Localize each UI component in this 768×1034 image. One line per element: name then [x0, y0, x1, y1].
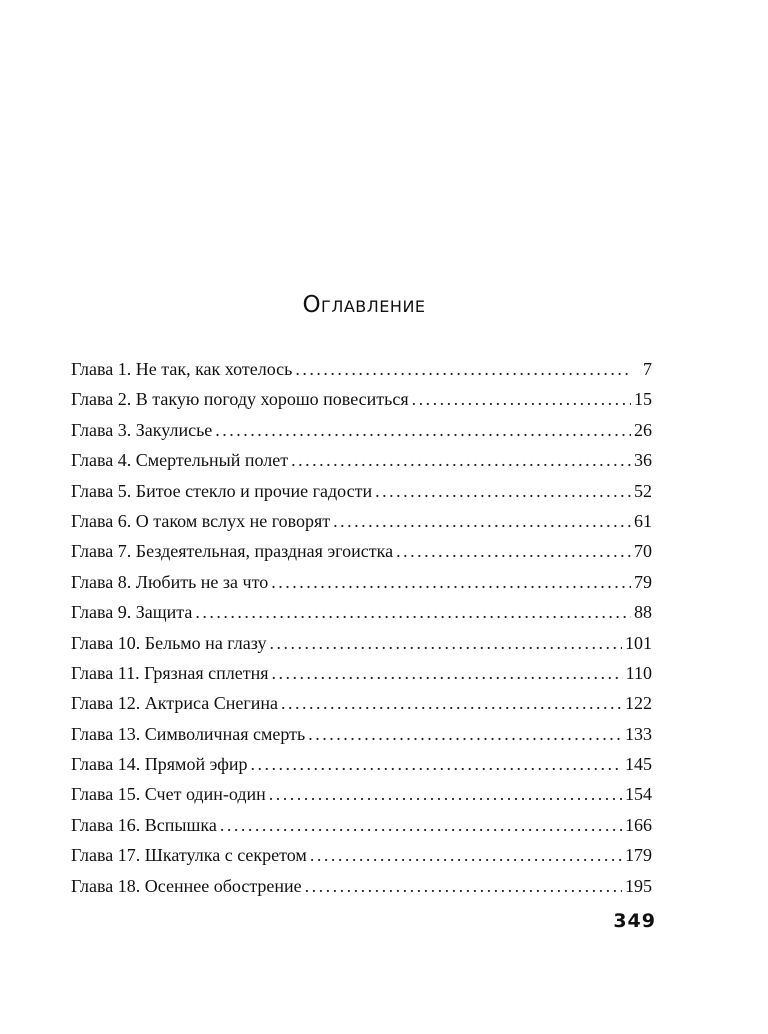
toc-entry-page: 61 — [634, 510, 652, 531]
toc-entry-label: Глава 1. Не так, как хотелось — [71, 359, 293, 379]
toc-entry-page: 179 — [625, 845, 652, 866]
toc-entry — [71, 810, 652, 840]
toc-entry-label: Глава 16. Вспышка — [71, 814, 217, 835]
dot-leader — [215, 415, 631, 445]
toc-entry-page: 133 — [625, 723, 652, 744]
toc-entry-page: 52 — [634, 480, 652, 501]
toc-entry-label: Глава 12. Актриса Снегина — [71, 693, 278, 714]
toc-entry-label: Глава 10. Бельмо на глазу — [71, 632, 267, 653]
toc-entry-label: Глава 15. Счет один-один — [71, 784, 266, 805]
dot-leader — [272, 658, 623, 688]
toc-entry — [71, 384, 652, 414]
toc-entry-label: Глава 13. Символичная смерть — [71, 723, 306, 744]
toc-entry-page: 195 — [625, 875, 652, 896]
toc-entry-label: Глава 5. Битое стекло и прочие гадости — [71, 480, 373, 501]
toc-entry-label: Глава 6. О таком вслух не говорят — [71, 510, 331, 531]
toc-entry — [71, 567, 652, 597]
toc-entry-label: Глава 4. Смертельный полет — [71, 450, 289, 471]
toc-entry-page: 88 — [634, 602, 652, 623]
toc-entry-page: 110 — [625, 662, 652, 683]
toc-entry-page: 154 — [625, 784, 652, 805]
toc-entry — [71, 749, 652, 779]
toc-entry-page: 36 — [634, 450, 652, 471]
toc-entry-page: 26 — [634, 419, 652, 440]
dot-leader — [269, 779, 622, 809]
toc-entry — [71, 415, 652, 445]
toc-entry — [71, 597, 652, 627]
dot-leader — [269, 628, 622, 658]
toc-entry-page: 166 — [625, 814, 652, 835]
toc-entry — [71, 354, 652, 384]
dot-leader — [310, 840, 622, 870]
dot-leader — [251, 749, 623, 779]
dot-leader — [195, 597, 631, 627]
toc-entry — [71, 779, 652, 809]
toc-entry — [71, 658, 652, 688]
page-title: Оглавление — [302, 292, 426, 318]
toc-entry-label: Глава 7. Бездеятельная, праздная эгоистка — [71, 541, 394, 562]
toc-entry-label: Глава 2. В такую погоду хорошо повеситься — [71, 389, 409, 410]
toc-entry-page: 70 — [634, 541, 652, 562]
toc-entry — [71, 688, 652, 718]
toc-entry-label: Глава 8. Любить не за что — [71, 571, 269, 592]
dot-leader — [396, 536, 631, 566]
toc-entry — [71, 476, 652, 506]
dot-leader — [281, 688, 622, 718]
dot-leader — [295, 354, 631, 384]
dot-leader — [375, 476, 631, 506]
dot-leader — [291, 445, 631, 475]
toc-entry-page: 15 — [634, 389, 652, 410]
toc-entry-label: Глава 9. Защита — [71, 602, 193, 623]
toc-entry — [71, 628, 652, 658]
dot-leader — [308, 719, 622, 749]
toc-entry — [71, 445, 652, 475]
toc-entry-label: Глава 14. Прямой эфир — [71, 754, 248, 775]
toc-entry — [71, 536, 652, 566]
dot-leader — [305, 871, 622, 901]
toc-entry — [71, 840, 652, 870]
toc-entry — [71, 871, 652, 901]
toc-entry-page: 79 — [634, 571, 652, 592]
table-of-contents — [71, 354, 652, 901]
toc-entry-page: 7 — [643, 359, 652, 379]
toc-entry — [71, 506, 652, 536]
dot-leader — [333, 506, 631, 536]
page-number: 349 — [613, 910, 656, 932]
toc-entry-label: Глава 17. Шкатулка с секретом — [71, 845, 307, 866]
toc-entry-page: 145 — [625, 754, 652, 775]
dot-leader — [220, 810, 622, 840]
toc-entry — [71, 719, 652, 749]
toc-entry-label: Глава 11. Грязная сплетня — [71, 662, 269, 683]
toc-entry-label: Глава 18. Осеннее обострение — [71, 875, 302, 896]
dot-leader — [412, 384, 631, 414]
toc-entry-page: 101 — [625, 632, 652, 653]
toc-entry-page: 122 — [625, 693, 652, 714]
dot-leader — [271, 567, 631, 597]
toc-entry-label: Глава 3. Закулисье — [71, 419, 213, 440]
